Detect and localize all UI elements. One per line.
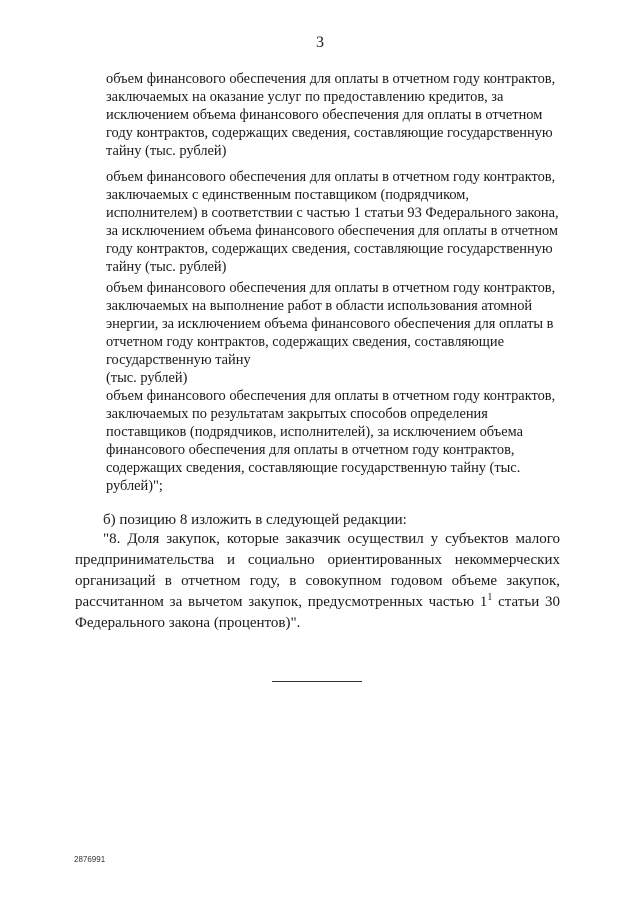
list-item-single-supplier — [106, 168, 561, 276]
list-item-unit: (тыс. рублей) — [106, 370, 188, 386]
list-item-atomic-energy — [106, 279, 561, 387]
document-code: 2876991 — [74, 855, 106, 864]
paragraph-position-8-text: "8. Доля закупок, которые заказчик осуществил у субъектов малого предпринимательства и социально ориентированных некоммерческих организаций в отчетном году, в совокупном годовом объеме закупок, рассчитанном за вычетом закупок, предусмотренных частью 1 — [75, 531, 560, 610]
paragraph-position-8-tail: статьи 30 Федерального закона (процентов)". — [75, 594, 560, 631]
superscript-index: 1 — [487, 592, 493, 603]
paragraph-position-8 — [75, 529, 560, 634]
list-item-text: объем финансового обеспечения для оплаты в отчетном году контрактов, заключаемых на оказание услуг по предоставлению кредитов, за исключением объема финансового обеспечения для оплаты в отчетном году контрактов, содержащих сведения, составляющие государственную тайну (тыс. рублей) — [106, 71, 556, 159]
list-item-text: объем финансового обеспечения для оплаты в отчетном году контрактов, заключаемых на выполнение работ в области использования атомной энергии, за исключением объема финансового обеспечения для оплаты в отчетном году контрактов, содержащих сведения, составляющие государственную тайну — [106, 280, 556, 368]
list-item-closed-methods — [106, 387, 561, 495]
page-number: 3 — [316, 34, 324, 51]
paragraph-b: б) позицию 8 изложить в следующей редакции: — [103, 512, 407, 528]
end-divider — [272, 681, 362, 682]
list-item-text: объем финансового обеспечения для оплаты в отчетном году контрактов, заключаемых с единственным поставщиком (подрядчиком, исполнителем) в соответствии с частью 1 статьи 93 Федерального закона, за исключением объема финансового обеспечения для оплаты в отчетном году контрактов, содержащих сведения, составляющие государственную тайну (тыс. рублей) — [106, 169, 559, 275]
list-item-text: объем финансового обеспечения для оплаты в отчетном году контрактов, заключаемых по результатам закрытых способов определения поставщиков (подрядчиков, исполнителей), за исключением объема финансового обеспечения для оплаты в отчетном году контрактов, содержащих сведения, составляющие государственную тайну (тыс. рублей)"; — [106, 388, 556, 494]
list-item-credit-services — [106, 70, 561, 160]
